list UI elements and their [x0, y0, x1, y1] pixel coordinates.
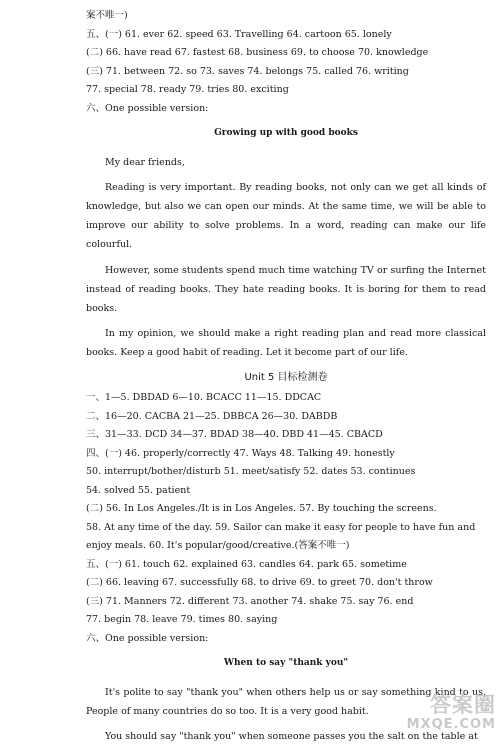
answer-line: 二、16—20. CACBA 21—25. DBBCA 26—30. DABDB [86, 410, 338, 422]
answer-line: 六、One possible version: [86, 632, 209, 644]
answer-line: 50. interrupt/bother/disturb 51. meet/satisfy 52. dates 53. continues [86, 466, 416, 477]
essay-paragraph: You should say "thank you" when someone passes you the salt on the table at [105, 731, 478, 742]
watermark-logo [400, 694, 496, 732]
answer-line: (二) 66. leaving 67. successfully 68. to drive 69. to greet 70. don't throw [86, 577, 433, 588]
answer-line: (二) 56. In Los Angeles./It is in Los Angeles. 57. By touching the screens. [86, 503, 437, 514]
essay-greeting: My dear friends, [105, 156, 185, 168]
answer-line: 案不唯一) [86, 10, 128, 21]
answer-line: 五、(一) 61. touch 62. explained 63. candles 64. park 65. sometime [86, 558, 407, 570]
essay-paragraph: However, some students spend much time watching TV or surfing the Internet instead of reading books. They hate reading books. It is boring for them to read books. [86, 264, 486, 314]
answer-line: enjoy meals. 60. It's popular/good/creative.(答案不唯一) [86, 540, 350, 551]
answer-line: 三、31—33. DCD 34—37. BDAD 38—40. DBD 41—45. CBACD [86, 429, 383, 440]
answer-line: (二) 66. have read 67. fastest 68. business 69. to choose 70. knowledge [86, 47, 429, 58]
essay-paragraph: Reading is very important. By reading books, not only can we get all kinds of knowledge, but also we can open our minds. At the same time, we will be able to improve our ability to solve problems. In a word, reading can make our life colourful. [86, 182, 486, 250]
answer-line: 四、(一) 46. properly/correctly 47. Ways 48. Talking 49. honestly [86, 447, 395, 459]
unit-title: Unit 5 目标检测卷 [244, 372, 328, 383]
essay-title: When to say "thank you" [223, 657, 349, 668]
essay-title: Growing up with good books [214, 127, 358, 138]
answer-line: (三) 71. between 72. so 73. saves 74. belongs 75. called 76. writing [86, 65, 409, 77]
essay-paragraph: In my opinion, we should make a right reading plan and read more classical books. Keep a good habit of reading. Let it become part of our life. [86, 328, 486, 358]
answer-line: 六、One possible version: [86, 102, 209, 114]
answer-line: (三) 71. Manners 72. different 73. another 74. shake 75. say 76. end [86, 595, 414, 607]
answer-line: 一、1—5. DBDAD 6—10. BCACC 11—15. DDCAC [86, 392, 322, 403]
answer-line: 77. begin 78. leave 79. times 80. saying [86, 614, 278, 625]
essay-paragraph: It's polite to say "thank you" when others help us or say something kind to us. People of many countries do so too. It is a very good habit. [86, 686, 486, 717]
answer-line: 58. At any time of the day. 59. Sailor can make it easy for people to have fun and [86, 521, 476, 533]
answer-line: 五、(一) 61. ever 62. speed 63. Travelling 64. cartoon 65. lonely [86, 28, 392, 40]
answer-line: 77. special 78. ready 79. tries 80. exciting [86, 84, 289, 95]
answer-line: 54. solved 55. patient [86, 484, 191, 496]
watermark-text: 答案圈 [430, 693, 496, 717]
watermark-url: MXQE.COM [406, 717, 496, 732]
